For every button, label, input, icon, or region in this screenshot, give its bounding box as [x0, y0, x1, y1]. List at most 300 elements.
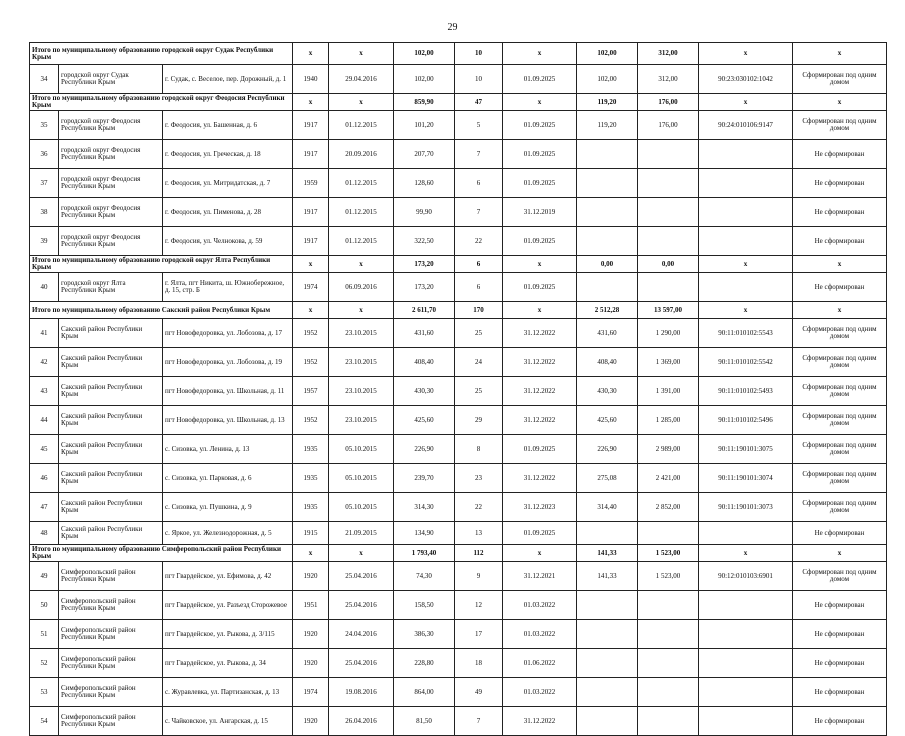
table-row	[30, 319, 887, 348]
cell-c11: 90:11:010102:5493	[699, 377, 793, 406]
cell-c7: 23	[455, 464, 503, 493]
cell-c10	[638, 620, 699, 649]
cell-c2: Симферопольский район Республики Крым	[59, 591, 163, 620]
cell-c3: с. Чайковское, ул. Ангарская, д. 15	[163, 707, 293, 736]
cell-c9	[577, 198, 638, 227]
cell-c12: x	[793, 43, 887, 65]
cell-c5: 25.04.2016	[329, 562, 394, 591]
cell-c7: 47	[455, 94, 503, 111]
cell-c10: 1 391,00	[638, 377, 699, 406]
cell-c1: 44	[30, 406, 59, 435]
cell-c3: с. Яркое, ул. Железнодорожная, д. 5	[163, 522, 293, 545]
total-row	[30, 256, 887, 273]
cell-c2: Симферопольский район Республики Крым	[59, 678, 163, 707]
cell-c1: 51	[30, 620, 59, 649]
cell-c3: пгт Новофедоровка, ул. Школьная, д. 13	[163, 406, 293, 435]
cell-c5: 23.10.2015	[329, 348, 394, 377]
cell-c7: 25	[455, 377, 503, 406]
cell-c11	[699, 678, 793, 707]
cell-c9	[577, 620, 638, 649]
cell-c10: 176,00	[638, 111, 699, 140]
cell-c8: 31.12.2021	[503, 562, 577, 591]
cell-c5: 26.04.2016	[329, 707, 394, 736]
table-row	[30, 140, 887, 169]
cell-c10: 2 852,00	[638, 493, 699, 522]
cell-c2: Сакский район Республики Крым	[59, 435, 163, 464]
cell-c10	[638, 273, 699, 302]
cell-c12: Сформирован под одним домом	[793, 464, 887, 493]
table-row	[30, 649, 887, 678]
cell-c8: 01.09.2025	[503, 65, 577, 94]
cell-c4: 1952	[293, 406, 329, 435]
cell-c10: 2 421,00	[638, 464, 699, 493]
cell-c12: Сформирован под одним домом	[793, 348, 887, 377]
cell-c12: Не сформирован	[793, 198, 887, 227]
cell-c11	[699, 140, 793, 169]
cell-c4: 1940	[293, 65, 329, 94]
cell-c8: 01.09.2025	[503, 227, 577, 256]
cell-c3: г. Феодосия, ул. Греческая, д. 18	[163, 140, 293, 169]
cell-c6: 425,60	[394, 406, 455, 435]
total-row	[30, 545, 887, 562]
total-label: Итого по муниципальному образованию Симферопольский район Республики Крым	[30, 545, 293, 562]
cell-c6: 864,00	[394, 678, 455, 707]
cell-c3: г. Феодосия, ул. Башенная, д. 6	[163, 111, 293, 140]
cell-c2: городской округ Феодосия Республики Крым	[59, 198, 163, 227]
cell-c9	[577, 591, 638, 620]
cell-c4: x	[293, 545, 329, 562]
cell-c6: 102,00	[394, 65, 455, 94]
cell-c8: 31.12.2022	[503, 348, 577, 377]
cell-c7: 18	[455, 649, 503, 678]
cell-c9	[577, 169, 638, 198]
cell-c11	[699, 707, 793, 736]
total-label: Итого по муниципальному образованию городской округ Феодосия Республики Крым	[30, 94, 293, 111]
cell-c10	[638, 649, 699, 678]
cell-c8: 01.09.2025	[503, 522, 577, 545]
cell-c12: Сформирован под одним домом	[793, 493, 887, 522]
cell-c8: 01.03.2022	[503, 678, 577, 707]
cell-c1: 46	[30, 464, 59, 493]
cell-c2: Сакский район Республики Крым	[59, 377, 163, 406]
cell-c7: 6	[455, 273, 503, 302]
cell-c4: x	[293, 302, 329, 319]
cell-c10: 1 369,00	[638, 348, 699, 377]
cell-c11: x	[699, 302, 793, 319]
total-row	[30, 302, 887, 319]
cell-c5: 25.04.2016	[329, 649, 394, 678]
cell-c7: 13	[455, 522, 503, 545]
cell-c3: с. Сизовка, ул. Ленина, д. 13	[163, 435, 293, 464]
table-row	[30, 435, 887, 464]
cell-c3: г. Феодосия, ул. Митридатская, д. 7	[163, 169, 293, 198]
table-row	[30, 111, 887, 140]
cell-c10: 176,00	[638, 94, 699, 111]
cell-c7: 17	[455, 620, 503, 649]
cell-c7: 6	[455, 256, 503, 273]
cell-c10	[638, 522, 699, 545]
cell-c4: 1915	[293, 522, 329, 545]
cell-c2: Симферопольский район Республики Крым	[59, 562, 163, 591]
cell-c9: 2 512,28	[577, 302, 638, 319]
cell-c1: 45	[30, 435, 59, 464]
cell-c1: 54	[30, 707, 59, 736]
cell-c11	[699, 591, 793, 620]
cell-c2: Сакский район Республики Крым	[59, 493, 163, 522]
cell-c9	[577, 678, 638, 707]
cell-c8: 31.12.2022	[503, 406, 577, 435]
cell-c12: Не сформирован	[793, 649, 887, 678]
cell-c3: пгт Новофедоровка, ул. Школьная, д. 11	[163, 377, 293, 406]
cell-c7: 6	[455, 169, 503, 198]
cell-c9: 119,20	[577, 94, 638, 111]
cell-c5: x	[329, 43, 394, 65]
cell-c3: пгт Гвардейское, ул. Рыкова, д. 34	[163, 649, 293, 678]
table-row	[30, 65, 887, 94]
cell-c6: 322,50	[394, 227, 455, 256]
cell-c8: 01.09.2025	[503, 169, 577, 198]
cell-c8: 01.09.2025	[503, 273, 577, 302]
page-number: 29	[447, 22, 458, 33]
cell-c10	[638, 198, 699, 227]
cell-c5: 23.10.2015	[329, 406, 394, 435]
cell-c7: 7	[455, 707, 503, 736]
cell-c6: 314,30	[394, 493, 455, 522]
cell-c4: 1917	[293, 198, 329, 227]
cell-c11: x	[699, 545, 793, 562]
cell-c7: 170	[455, 302, 503, 319]
cell-c6: 2 611,70	[394, 302, 455, 319]
cell-c12: x	[793, 545, 887, 562]
cell-c5: 01.12.2015	[329, 169, 394, 198]
cell-c6: 134,90	[394, 522, 455, 545]
cell-c8: x	[503, 545, 577, 562]
table-row	[30, 591, 887, 620]
cell-c7: 8	[455, 435, 503, 464]
cell-c8: 01.03.2022	[503, 620, 577, 649]
cell-c11: 90:11:190101:3074	[699, 464, 793, 493]
cell-c1: 36	[30, 140, 59, 169]
cell-c12: Сформирован под одним домом	[793, 111, 887, 140]
cell-c9: 102,00	[577, 65, 638, 94]
cell-c8: 01.09.2025	[503, 140, 577, 169]
table-row	[30, 707, 887, 736]
cell-c8: x	[503, 43, 577, 65]
cell-c1: 50	[30, 591, 59, 620]
table-row	[30, 227, 887, 256]
cell-c9: 314,40	[577, 493, 638, 522]
table-row	[30, 678, 887, 707]
cell-c4: 1935	[293, 493, 329, 522]
cell-c12: Не сформирован	[793, 678, 887, 707]
cell-c1: 42	[30, 348, 59, 377]
cell-c10	[638, 678, 699, 707]
cell-c10: 312,00	[638, 43, 699, 65]
cell-c9	[577, 649, 638, 678]
cell-c12: Не сформирован	[793, 273, 887, 302]
cell-c4: x	[293, 256, 329, 273]
cell-c7: 49	[455, 678, 503, 707]
cell-c6: 173,20	[394, 273, 455, 302]
total-row	[30, 43, 887, 65]
table-row	[30, 348, 887, 377]
cell-c6: 430,30	[394, 377, 455, 406]
cell-c11: x	[699, 94, 793, 111]
cell-c12: x	[793, 94, 887, 111]
cell-c9: 431,60	[577, 319, 638, 348]
cell-c8: 01.06.2022	[503, 649, 577, 678]
cell-c5: 20.09.2016	[329, 140, 394, 169]
table-row	[30, 169, 887, 198]
cell-c4: 1952	[293, 319, 329, 348]
cell-c4: 1917	[293, 227, 329, 256]
cell-c10: 1 523,00	[638, 545, 699, 562]
cell-c7: 24	[455, 348, 503, 377]
cell-c6: 386,30	[394, 620, 455, 649]
cell-c4: x	[293, 43, 329, 65]
cell-c5: x	[329, 94, 394, 111]
table-row	[30, 562, 887, 591]
cell-c8: x	[503, 256, 577, 273]
cell-c3: с. Сизовка, ул. Пушкина, д. 9	[163, 493, 293, 522]
cell-c7: 22	[455, 493, 503, 522]
cell-c12: Не сформирован	[793, 591, 887, 620]
cell-c9: 0,00	[577, 256, 638, 273]
cell-c6: 226,90	[394, 435, 455, 464]
cell-c6: 408,40	[394, 348, 455, 377]
cell-c4: 1974	[293, 273, 329, 302]
cell-c1: 35	[30, 111, 59, 140]
cell-c7: 5	[455, 111, 503, 140]
cell-c9: 141,33	[577, 562, 638, 591]
cell-c8: 01.09.2025	[503, 111, 577, 140]
cell-c11	[699, 649, 793, 678]
cell-c5: 05.10.2015	[329, 464, 394, 493]
cell-c12: Не сформирован	[793, 620, 887, 649]
cell-c5: 01.12.2015	[329, 111, 394, 140]
cell-c11	[699, 273, 793, 302]
cell-c6: 1 793,40	[394, 545, 455, 562]
cell-c5: 01.12.2015	[329, 227, 394, 256]
cell-c11	[699, 169, 793, 198]
cell-c8: 01.03.2022	[503, 591, 577, 620]
cell-c5: 21.09.2015	[329, 522, 394, 545]
table-row	[30, 522, 887, 545]
cell-c1: 48	[30, 522, 59, 545]
cell-c11: 90:11:010102:5543	[699, 319, 793, 348]
housing-table	[29, 42, 887, 736]
cell-c9: 102,00	[577, 43, 638, 65]
cell-c5: 29.04.2016	[329, 65, 394, 94]
cell-c8: 31.12.2022	[503, 707, 577, 736]
cell-c10	[638, 227, 699, 256]
cell-c7: 7	[455, 140, 503, 169]
cell-c6: 99,90	[394, 198, 455, 227]
table-row	[30, 377, 887, 406]
cell-c4: 1920	[293, 620, 329, 649]
cell-c2: городской округ Ялта Республики Крым	[59, 273, 163, 302]
cell-c8: x	[503, 94, 577, 111]
cell-c6: 431,60	[394, 319, 455, 348]
total-row	[30, 94, 887, 111]
cell-c7: 10	[455, 43, 503, 65]
cell-c9	[577, 227, 638, 256]
cell-c1: 49	[30, 562, 59, 591]
cell-c3: г. Ялта, пгт Никита, ш. Южнобережное, д. 15, стр. Б	[163, 273, 293, 302]
cell-c10	[638, 140, 699, 169]
cell-c10	[638, 707, 699, 736]
cell-c4: 1974	[293, 678, 329, 707]
cell-c7: 22	[455, 227, 503, 256]
cell-c5: 25.04.2016	[329, 591, 394, 620]
cell-c11: x	[699, 256, 793, 273]
cell-c1: 37	[30, 169, 59, 198]
cell-c11	[699, 198, 793, 227]
cell-c4: 1957	[293, 377, 329, 406]
cell-c11	[699, 620, 793, 649]
cell-c2: Симферопольский район Республики Крым	[59, 707, 163, 736]
cell-c5: x	[329, 545, 394, 562]
cell-c11: 90:11:190101:3075	[699, 435, 793, 464]
cell-c4: 1920	[293, 649, 329, 678]
cell-c3: г. Феодосия, ул. Пименова, д. 28	[163, 198, 293, 227]
cell-c2: городской округ Феодосия Республики Крым	[59, 227, 163, 256]
cell-c3: г. Феодосия, ул. Челнокова, д. 59	[163, 227, 293, 256]
cell-c9: 425,60	[577, 406, 638, 435]
cell-c6: 128,60	[394, 169, 455, 198]
cell-c9	[577, 522, 638, 545]
cell-c7: 7	[455, 198, 503, 227]
cell-c10	[638, 591, 699, 620]
cell-c2: Сакский район Республики Крым	[59, 522, 163, 545]
cell-c8: x	[503, 302, 577, 319]
cell-c1: 43	[30, 377, 59, 406]
cell-c11: 90:12:010103:6901	[699, 562, 793, 591]
cell-c5: 05.10.2015	[329, 435, 394, 464]
cell-c3: с. Сизовка, ул. Парковая, д. 6	[163, 464, 293, 493]
cell-c4: 1917	[293, 140, 329, 169]
cell-c11: 90:11:190101:3073	[699, 493, 793, 522]
cell-c8: 31.12.2022	[503, 319, 577, 348]
cell-c5: 06.09.2016	[329, 273, 394, 302]
cell-c9: 226,90	[577, 435, 638, 464]
cell-c2: городской округ Феодосия Республики Крым	[59, 169, 163, 198]
cell-c11: 90:11:010102:5496	[699, 406, 793, 435]
cell-c2: городской округ Феодосия Республики Крым	[59, 111, 163, 140]
cell-c3: пгт Гвардейское, ул. Разъезд Сторожевое	[163, 591, 293, 620]
cell-c6: 102,00	[394, 43, 455, 65]
cell-c12: Сформирован под одним домом	[793, 377, 887, 406]
cell-c9: 141,33	[577, 545, 638, 562]
cell-c6: 158,50	[394, 591, 455, 620]
cell-c4: 1920	[293, 562, 329, 591]
cell-c4: 1959	[293, 169, 329, 198]
cell-c6: 173,20	[394, 256, 455, 273]
cell-c6: 81,50	[394, 707, 455, 736]
cell-c5: x	[329, 302, 394, 319]
cell-c11: 90:24:010106:9147	[699, 111, 793, 140]
cell-c9: 430,30	[577, 377, 638, 406]
cell-c12: Сформирован под одним домом	[793, 562, 887, 591]
cell-c4: x	[293, 94, 329, 111]
cell-c3: г. Судак, с. Веселое, пер. Дорожный, д. 1	[163, 65, 293, 94]
cell-c2: Сакский район Республики Крым	[59, 348, 163, 377]
cell-c12: Не сформирован	[793, 707, 887, 736]
cell-c12: x	[793, 302, 887, 319]
cell-c10: 312,00	[638, 65, 699, 94]
cell-c11: x	[699, 43, 793, 65]
table-row	[30, 273, 887, 302]
table-row	[30, 493, 887, 522]
cell-c1: 53	[30, 678, 59, 707]
cell-c7: 112	[455, 545, 503, 562]
total-label: Итого по муниципальному образованию городской округ Судак Республики Крым	[30, 43, 293, 65]
cell-c9	[577, 273, 638, 302]
cell-c2: городской округ Судак Республики Крым	[59, 65, 163, 94]
cell-c6: 207,70	[394, 140, 455, 169]
cell-c6: 74,30	[394, 562, 455, 591]
cell-c1: 40	[30, 273, 59, 302]
cell-c7: 10	[455, 65, 503, 94]
cell-c1: 39	[30, 227, 59, 256]
cell-c12: Сформирован под одним домом	[793, 65, 887, 94]
table-row	[30, 406, 887, 435]
cell-c5: 19.08.2016	[329, 678, 394, 707]
cell-c11	[699, 227, 793, 256]
cell-c4: 1920	[293, 707, 329, 736]
cell-c8: 31.12.2022	[503, 464, 577, 493]
cell-c3: пгт Новофедоровка, ул. Лобозова, д. 19	[163, 348, 293, 377]
cell-c10: 1 285,00	[638, 406, 699, 435]
cell-c2: городской округ Феодосия Республики Крым	[59, 140, 163, 169]
table-body	[30, 43, 887, 736]
cell-c11	[699, 522, 793, 545]
cell-c5: 24.04.2016	[329, 620, 394, 649]
cell-c4: 1951	[293, 591, 329, 620]
cell-c2: Сакский район Республики Крым	[59, 319, 163, 348]
cell-c6: 239,70	[394, 464, 455, 493]
cell-c12: Не сформирован	[793, 140, 887, 169]
table-row	[30, 464, 887, 493]
cell-c8: 31.12.2022	[503, 377, 577, 406]
cell-c6: 859,90	[394, 94, 455, 111]
cell-c9: 119,20	[577, 111, 638, 140]
cell-c7: 9	[455, 562, 503, 591]
cell-c6: 228,80	[394, 649, 455, 678]
cell-c10: 13 597,00	[638, 302, 699, 319]
cell-c10	[638, 169, 699, 198]
cell-c9: 408,40	[577, 348, 638, 377]
cell-c7: 12	[455, 591, 503, 620]
cell-c7: 25	[455, 319, 503, 348]
table-row	[30, 620, 887, 649]
cell-c9: 275,08	[577, 464, 638, 493]
cell-c12: Сформирован под одним домом	[793, 435, 887, 464]
cell-c12: Не сформирован	[793, 227, 887, 256]
cell-c3: пгт Гвардейское, ул. Рыкова, д. 3/115	[163, 620, 293, 649]
table-row	[30, 198, 887, 227]
cell-c12: Не сформирован	[793, 522, 887, 545]
cell-c12: Не сформирован	[793, 169, 887, 198]
cell-c5: 23.10.2015	[329, 319, 394, 348]
cell-c7: 29	[455, 406, 503, 435]
cell-c8: 31.12.2019	[503, 198, 577, 227]
cell-c1: 34	[30, 65, 59, 94]
cell-c1: 47	[30, 493, 59, 522]
total-label: Итого по муниципальному образованию Сакский район Республики Крым	[30, 302, 293, 319]
cell-c10: 2 989,00	[638, 435, 699, 464]
cell-c12: Сформирован под одним домом	[793, 319, 887, 348]
